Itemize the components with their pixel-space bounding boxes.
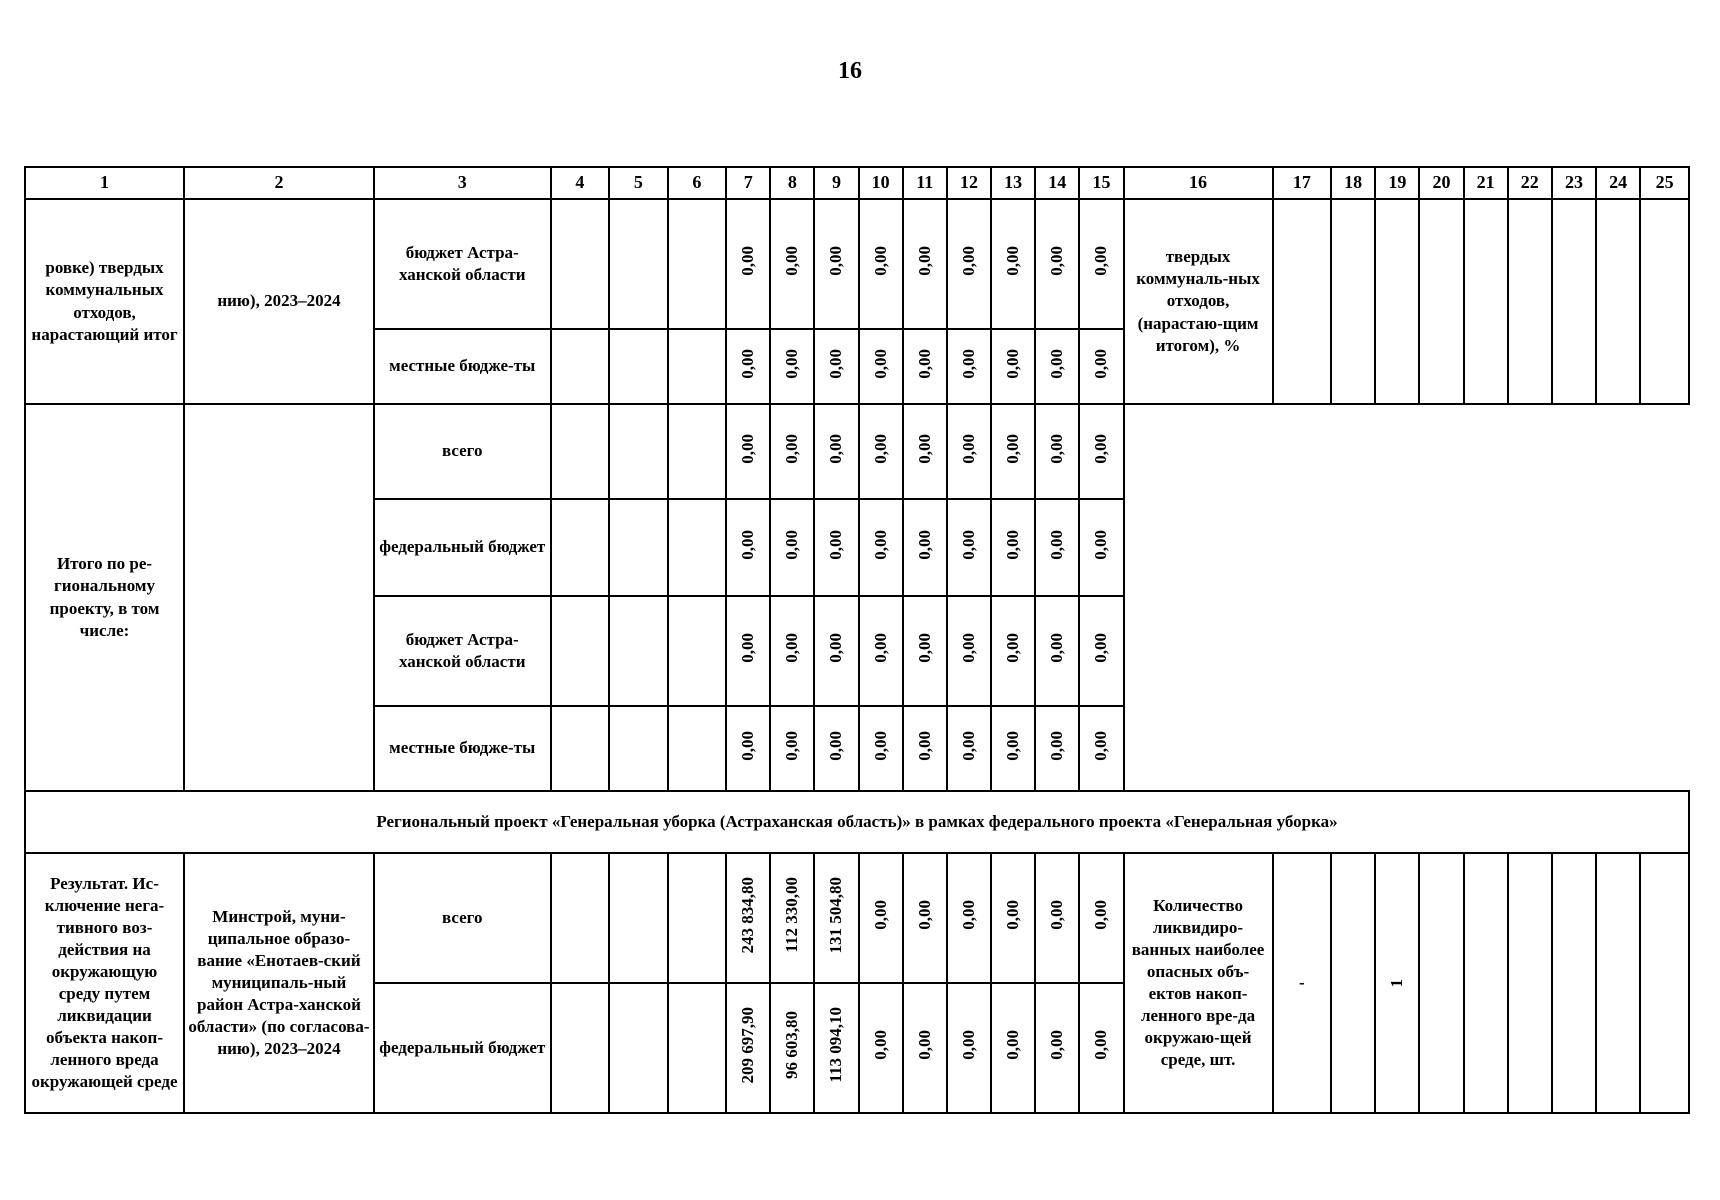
value-text: 243 834,80 (738, 876, 758, 954)
column-number-cell: 16 (1124, 167, 1273, 199)
value-text: 0,00 (782, 246, 802, 276)
column-number-cell: 3 (374, 167, 551, 199)
value-cell (1079, 329, 1123, 404)
table-row (25, 853, 1689, 983)
value-cell (726, 596, 770, 706)
funding-source-cell: федеральный бюджет (374, 499, 551, 596)
table-row (25, 199, 1689, 329)
value-text: 0,00 (782, 348, 802, 379)
empty-cell (668, 404, 727, 499)
value-text: 0,00 (914, 900, 934, 930)
empty-cell (1552, 199, 1596, 404)
value-text: 0,00 (914, 433, 934, 464)
column-number-cell: 8 (770, 167, 814, 199)
value-cell (947, 499, 991, 596)
value-text: 0,00 (1047, 246, 1067, 276)
plan-cell: - (1273, 853, 1332, 1113)
value-text: 0,00 (1091, 730, 1111, 761)
value-text: 0,00 (1047, 1030, 1067, 1060)
value-cell (903, 706, 947, 791)
value-cell (903, 853, 947, 983)
value-cell (903, 329, 947, 404)
value-cell (1035, 596, 1079, 706)
value-cell (903, 404, 947, 499)
page-number: 16 (838, 58, 862, 84)
empty-cell (609, 329, 668, 404)
empty-cell (1508, 853, 1552, 1113)
value-cell (859, 499, 903, 596)
empty-cell (1552, 853, 1596, 1113)
value-cell (859, 329, 903, 404)
column-number-cell: 17 (1273, 167, 1332, 199)
value-cell (903, 499, 947, 596)
value-text: 0,00 (1003, 900, 1023, 930)
value-cell (1079, 499, 1123, 596)
empty-cell (1419, 853, 1463, 1113)
value-text: 0,00 (870, 246, 890, 276)
value-text: 0,00 (958, 433, 978, 464)
value-cell (903, 199, 947, 329)
empty-cell (668, 199, 727, 329)
value-cell (1035, 329, 1079, 404)
value-cell (1035, 199, 1079, 329)
column-number-cell: 13 (991, 167, 1035, 199)
value-cell (726, 199, 770, 329)
value-text: 0,00 (1047, 730, 1067, 761)
value-text: 0,00 (1047, 529, 1067, 560)
value-cell (814, 706, 858, 791)
value-text: 0,00 (958, 529, 978, 560)
empty-cell (1508, 199, 1552, 404)
column-number-cell: 5 (609, 167, 668, 199)
empty-cell (609, 853, 668, 983)
table-row (25, 404, 1689, 499)
responsible-cell: Минстрой, муни-ципальное образо-вание «Енотаев-ский муниципаль-ный район Астра-ханской области» (по согласова-нию), 2023–2024 (184, 853, 374, 1113)
column-number-cell: 1 (25, 167, 184, 199)
value-text: 0,00 (738, 433, 758, 464)
empty-cell (551, 499, 610, 596)
value-text: 0,00 (782, 730, 802, 761)
value-cell (770, 983, 814, 1113)
value-cell (991, 596, 1035, 706)
indicator-cell: Количество ликвидиро-ванных наиболее опасных объ-ектов накоп-ленного вре-да окружаю-щей среде, шт. (1124, 853, 1273, 1113)
value-text: 0,00 (1047, 633, 1067, 663)
empty-cell (668, 329, 727, 404)
column-number-cell: 6 (668, 167, 727, 199)
column-number-row (25, 167, 1689, 199)
section-title: Региональный проект «Генеральная уборка (Астраханская область)» в рамках федерального проекта «Генеральная уборка» (25, 791, 1689, 853)
empty-cell (1464, 199, 1508, 404)
empty-cell (1331, 199, 1375, 404)
value-text: 0,00 (958, 1030, 978, 1060)
value-cell (903, 596, 947, 706)
value-text: 0,00 (826, 246, 846, 276)
value-text: 0,00 (1003, 730, 1023, 761)
empty-cell (1596, 853, 1640, 1113)
value-cell (859, 596, 903, 706)
value-cell (1035, 853, 1079, 983)
value-text: 0,00 (1047, 433, 1067, 464)
value-text: 0,00 (782, 633, 802, 663)
value-text: 0,00 (738, 730, 758, 761)
empty-cell (184, 404, 374, 791)
column-number-cell: 14 (1035, 167, 1079, 199)
value-text: 0,00 (914, 348, 934, 379)
value-cell (770, 404, 814, 499)
value-cell (947, 853, 991, 983)
value-cell (770, 853, 814, 983)
value-cell (1079, 853, 1123, 983)
value-text: 0,00 (782, 433, 802, 464)
value-cell (770, 499, 814, 596)
value-cell (726, 853, 770, 983)
value-text: 0,00 (870, 433, 890, 464)
value-text: 0,00 (782, 529, 802, 560)
value-cell (991, 706, 1035, 791)
value-cell (770, 329, 814, 404)
funding-source-cell: бюджет Астра-ханской области (374, 199, 551, 329)
value-text: 0,00 (826, 433, 846, 464)
value-cell (991, 983, 1035, 1113)
value-text: 0,00 (1091, 633, 1111, 663)
value-cell (814, 404, 858, 499)
column-number-cell: 11 (903, 167, 947, 199)
value-cell (991, 199, 1035, 329)
value-cell (726, 404, 770, 499)
empty-cell (668, 596, 727, 706)
funding-source-cell: всего (374, 853, 551, 983)
value-cell (726, 329, 770, 404)
empty-cell (609, 499, 668, 596)
value-text: 0,00 (738, 529, 758, 560)
value-cell (814, 499, 858, 596)
value-text: 0,00 (1091, 246, 1111, 276)
value-text: 0,00 (1003, 1030, 1023, 1060)
result-name-cell: Результат. Ис-ключение нега-тивного воз-действия на окружающую среду путем ликвидации объекта накоп-ленного вреда окружающей среде (25, 853, 184, 1113)
value-text: 0,00 (1091, 529, 1111, 560)
value-text: 0,00 (958, 246, 978, 276)
value-text: 0,00 (870, 348, 890, 379)
column-number-cell: 9 (814, 167, 858, 199)
empty-cell (609, 706, 668, 791)
value-cell (814, 199, 858, 329)
empty-cell (1596, 199, 1640, 404)
value-cell (770, 596, 814, 706)
column-number-cell: 19 (1375, 167, 1419, 199)
value-text: 0,00 (738, 348, 758, 379)
empty-cell (609, 404, 668, 499)
column-number-cell: 25 (1640, 167, 1689, 199)
value-text: 0,00 (826, 730, 846, 761)
value-text: 0,00 (1047, 348, 1067, 379)
value-text: 0,00 (870, 900, 890, 930)
column-number-cell: 7 (726, 167, 770, 199)
value-cell (1079, 983, 1123, 1113)
value-text: 0,00 (914, 633, 934, 663)
value-text: 0,00 (958, 730, 978, 761)
value-cell (814, 329, 858, 404)
section-row (25, 791, 1689, 853)
blank-area (1124, 404, 1689, 791)
column-number-cell: 10 (859, 167, 903, 199)
empty-cell (1273, 199, 1332, 404)
value-text: 0,00 (870, 730, 890, 761)
column-number-cell: 20 (1419, 167, 1463, 199)
value-cell (814, 983, 858, 1113)
value-text: 112 330,00 (782, 877, 802, 953)
value-cell (859, 853, 903, 983)
value-text: 0,00 (826, 633, 846, 663)
column-number-cell: 23 (1552, 167, 1596, 199)
value-cell (903, 983, 947, 1113)
value-text: 0,00 (870, 529, 890, 560)
value-text: 0,00 (914, 529, 934, 560)
value-text: 0,00 (1003, 246, 1023, 276)
value-cell (991, 499, 1035, 596)
value-cell (726, 499, 770, 596)
value-text: 0,00 (1047, 900, 1067, 930)
funding-source-cell: всего (374, 404, 551, 499)
column-number-cell: 18 (1331, 167, 1375, 199)
value-text: 0,00 (738, 633, 758, 663)
empty-cell (1331, 853, 1375, 1113)
value-text: 209 697,90 (738, 1006, 758, 1084)
value-cell (947, 983, 991, 1113)
plan-value: 1 (1387, 979, 1407, 988)
value-text: 0,00 (958, 900, 978, 930)
empty-cell (1375, 199, 1419, 404)
value-text: 113 094,10 (826, 1007, 846, 1083)
funding-source-cell: местные бюдже-ты (374, 706, 551, 791)
value-cell (1035, 983, 1079, 1113)
plan-cell (1375, 853, 1419, 1113)
value-text: 0,00 (914, 246, 934, 276)
value-cell (1079, 596, 1123, 706)
result-name-cell: ровке) твердых коммунальных отходов, нарастающий итог (25, 199, 184, 404)
value-text: 0,00 (870, 633, 890, 663)
value-cell (1079, 706, 1123, 791)
value-cell (1079, 404, 1123, 499)
empty-cell (1640, 853, 1689, 1113)
value-text: 0,00 (1091, 1030, 1111, 1060)
value-cell (726, 706, 770, 791)
indicator-cell: твердых коммуналь-ных отходов, (нарастаю-щим итогом), % (1124, 199, 1273, 404)
empty-cell (668, 983, 727, 1113)
column-number-cell: 12 (947, 167, 991, 199)
value-cell (859, 706, 903, 791)
value-text: 0,00 (826, 348, 846, 379)
empty-cell (551, 199, 610, 329)
funding-source-cell: бюджет Астра-ханской области (374, 596, 551, 706)
value-text: 0,00 (1091, 348, 1111, 379)
empty-cell (551, 404, 610, 499)
value-cell (726, 983, 770, 1113)
value-text: 0,00 (958, 348, 978, 379)
value-cell (947, 199, 991, 329)
value-cell (814, 596, 858, 706)
empty-cell (1419, 199, 1463, 404)
empty-cell (551, 853, 610, 983)
value-text: 0,00 (826, 529, 846, 560)
value-text: 131 504,80 (826, 876, 846, 954)
column-number-cell: 15 (1079, 167, 1123, 199)
empty-cell (551, 983, 610, 1113)
column-number-cell: 4 (551, 167, 610, 199)
empty-cell (609, 596, 668, 706)
funding-source-cell: местные бюдже-ты (374, 329, 551, 404)
empty-cell (609, 983, 668, 1113)
empty-cell (668, 706, 727, 791)
value-cell (1079, 199, 1123, 329)
value-text: 96 603,80 (782, 1010, 802, 1079)
value-cell (991, 853, 1035, 983)
value-text: 0,00 (958, 633, 978, 663)
value-cell (770, 706, 814, 791)
column-number-cell: 2 (184, 167, 374, 199)
empty-cell (551, 329, 610, 404)
value-cell (1035, 404, 1079, 499)
value-cell (947, 596, 991, 706)
value-cell (947, 404, 991, 499)
value-text: 0,00 (1003, 633, 1023, 663)
empty-cell (551, 706, 610, 791)
empty-cell (551, 596, 610, 706)
total-label-cell: Итого по ре-гиональному проекту, в том числе: (25, 404, 184, 791)
value-cell (1035, 499, 1079, 596)
value-text: 0,00 (1091, 900, 1111, 930)
value-cell (947, 706, 991, 791)
value-cell (1035, 706, 1079, 791)
value-text: 0,00 (1091, 433, 1111, 464)
value-cell (947, 329, 991, 404)
column-number-cell: 21 (1464, 167, 1508, 199)
empty-cell (668, 853, 727, 983)
empty-cell (609, 199, 668, 329)
funding-source-cell: федеральный бюджет (374, 983, 551, 1113)
value-text: 0,00 (738, 246, 758, 276)
value-cell (991, 329, 1035, 404)
value-cell (859, 404, 903, 499)
value-cell (814, 853, 858, 983)
value-text: 0,00 (914, 730, 934, 761)
value-text: 0,00 (914, 1030, 934, 1060)
value-cell (859, 199, 903, 329)
value-text: 0,00 (1003, 348, 1023, 379)
value-cell (770, 199, 814, 329)
value-text: 0,00 (1003, 529, 1023, 560)
responsible-cell: нию), 2023–2024 (184, 199, 374, 404)
budget-table (24, 166, 1690, 1114)
column-number-cell: 22 (1508, 167, 1552, 199)
value-cell (991, 404, 1035, 499)
empty-cell (1640, 199, 1689, 404)
value-text: 0,00 (870, 1030, 890, 1060)
value-cell (859, 983, 903, 1113)
empty-cell (668, 499, 727, 596)
value-text: 0,00 (1003, 433, 1023, 464)
column-number-cell: 24 (1596, 167, 1640, 199)
empty-cell (1464, 853, 1508, 1113)
